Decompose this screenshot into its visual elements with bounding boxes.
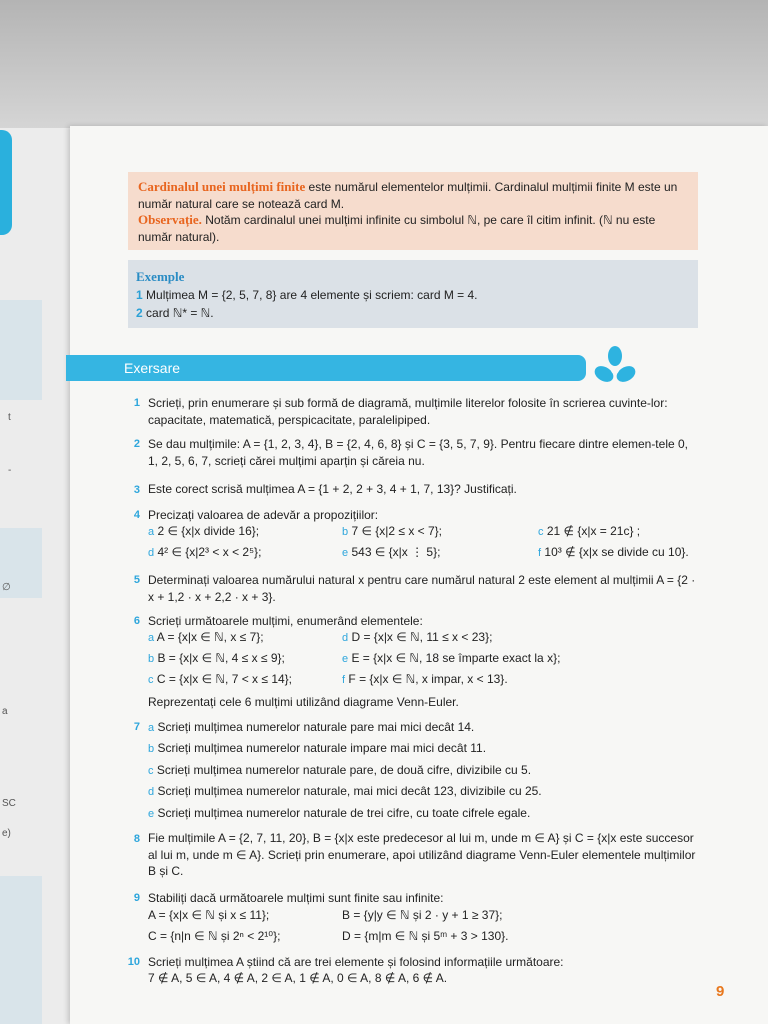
exercise-number: 7 — [133, 721, 140, 733]
section-title: Exersare — [124, 360, 181, 376]
trefoil-icon — [592, 346, 638, 388]
exercise-10-conditions: 7 ∉ A, 5 ∈ A, 4 ∉ A, 2 ∈ A, 1 ∉ A, 0 ∈ A, 8 ∉ A, 6 ∉ A. — [148, 971, 448, 985]
exercise-6-item — [148, 650, 285, 667]
exercise-9-text: Stabiliți dacă următoarele mulțimi sunt finite sau infinite: — [148, 891, 444, 905]
item-letter: f — [538, 547, 542, 559]
examples-title: Exemple — [136, 269, 185, 284]
exercise-number: 9 — [133, 892, 140, 904]
exercise-number: 2 — [133, 438, 140, 450]
item-letter: c — [148, 765, 154, 777]
item-letter: c — [148, 674, 154, 686]
observation-text: Notăm cardinalul unei mulțimi infinite cu simbolul ℕ, pe care îl citim infinit. (ℕ nu este număr natural). — [138, 213, 656, 244]
exercise-4-item — [148, 523, 259, 540]
exercise-number: 1 — [133, 397, 140, 409]
left-margin-mark: SC — [2, 798, 16, 809]
item-text: 543 ∈ {x|x ⋮ 5}; — [351, 545, 441, 559]
exercise-6-footer: Reprezentați cele 6 mulțimi utilizând diagrame Venn-Euler. — [148, 695, 459, 709]
item-letter: c — [538, 526, 544, 538]
item-letter: b — [148, 653, 155, 665]
observation-title: Observație. — [138, 212, 202, 227]
left-margin-mark: - — [8, 465, 12, 476]
example-item — [136, 286, 690, 304]
item-text: B = {x|x ∈ ℕ, 4 ≤ x ≤ 9}; — [157, 651, 285, 665]
exercise-4-item — [342, 544, 440, 561]
example-number: 2 — [136, 306, 143, 320]
exercise-6-item — [342, 671, 508, 688]
exercise-7-item — [148, 740, 486, 757]
definition-box — [128, 172, 698, 250]
item-text: F = {x|x ∈ ℕ, x impar, x < 13}. — [348, 672, 508, 686]
item-text: C = {x|x ∈ ℕ, 7 < x ≤ 14}; — [156, 672, 293, 686]
exercise-6-item — [342, 650, 560, 667]
item-text: 2 ∈ {x|x divide 16}; — [157, 524, 260, 538]
item-text: 10³ ∉ {x|x se divide cu 10}. — [544, 545, 689, 559]
item-text: 7 ∈ {x|2 ≤ x < 7}; — [351, 524, 443, 538]
item-letter: d — [342, 632, 349, 644]
left-margin-mark: t — [8, 412, 11, 423]
exercise-9-item: B = {y|y ∈ ℕ și 2 · y + 1 ≥ 37}; — [342, 908, 503, 922]
item-text: Scrieți mulțimea numerelor naturale de trei cifre, cu toate cifrele egale. — [157, 806, 531, 820]
item-text: Scrieți mulțimea numerelor naturale impare mai mici decât 11. — [157, 741, 487, 755]
section-header-band — [66, 355, 586, 381]
exercise-5-text: Determinați valoarea numărului natural x pentru care numărul natural 2 este element al mulțimii A = {2 · x + 1,2 · x + 2,2 · x + 3}. — [148, 573, 696, 604]
item-letter: f — [342, 674, 346, 686]
item-text: Scrieți mulțimea numerelor naturale pare, de două cifre, divizibile cu 5. — [156, 763, 532, 777]
exercise-number: 8 — [133, 833, 140, 845]
exercise-7-item — [148, 719, 474, 736]
item-letter: d — [148, 786, 155, 798]
item-letter: e — [342, 653, 349, 665]
exercise-number: 10 — [127, 956, 140, 968]
item-text: Scrieți mulțimea numerelor naturale, mai mici decât 123, divizibile cu 25. — [157, 784, 542, 798]
page-number: 9 — [716, 983, 725, 1000]
item-letter: a — [148, 632, 155, 644]
item-letter: a — [148, 722, 155, 734]
left-margin-mark: a — [2, 706, 8, 717]
exercise-1-text: Scrieți, prin enumerare și sub formă de diagramă, mulțimile literelor folosite în scrierea cuvinte-lor: capacitate, matematică, perspicacitate, paralelipiped. — [148, 396, 668, 427]
item-text: 21 ∉ {x|x = 21c} ; — [546, 524, 641, 538]
example-text: card ℕ* = ℕ. — [146, 306, 214, 320]
item-letter: a — [148, 526, 155, 538]
exercise-4-item — [342, 523, 442, 540]
exercise-4-item — [538, 523, 640, 540]
left-margin-mark: ∅ — [2, 582, 11, 593]
dark-top-strip — [0, 0, 768, 132]
exercise-6-item — [148, 671, 292, 688]
exercise-number: 5 — [133, 574, 140, 586]
example-number: 1 — [136, 288, 143, 302]
exercise-3-text: Este corect scrisă mulțimea A = {1 + 2, 2 + 3, 4 + 1, 7, 13}? Justificați. — [148, 482, 517, 496]
item-letter: e — [148, 808, 155, 820]
example-text: Mulțimea M = {2, 5, 7, 8} are 4 elemente și scriem: card M = 4. — [146, 288, 478, 302]
exercise-4-text: Precizați valoarea de adevăr a propozițiilor: — [148, 508, 379, 522]
examples-box — [128, 260, 698, 328]
left-page-panel — [0, 300, 42, 400]
exercise-2-text: Se dau mulțimile: A = {1, 2, 3, 4}, B = {2, 4, 6, 8} și C = {3, 5, 7, 9}. Pentru fiecare dintre elemen-tele 0, 1, 2, 5, 6, 7, scrieți cărei mulțimi aparțin și căreia nu. — [148, 437, 688, 468]
exercise-6-text: Scrieți următoarele mulțimi, enumerând elementele: — [148, 614, 423, 628]
exercise-7-item — [148, 783, 542, 800]
exercise-8-text: Fie mulțimile A = {2, 7, 11, 20}, B = {x|x este predecesor al lui m, unde m ∈ A} și C = {x|x este succesor al lui m, unde m ∈ A}. Scrieți prin enumerare, apoi utilizând diagrame Venn-Euler elementele mulțimilor B și C. — [148, 831, 696, 878]
example-item — [136, 304, 690, 322]
exercise-7-item — [148, 762, 531, 779]
exercise-9-item: A = {x|x ∈ ℕ și x ≤ 11}; — [148, 908, 270, 922]
item-letter: d — [148, 547, 155, 559]
item-text: Scrieți mulțimea numerelor naturale pare mai mici decât 14. — [157, 720, 475, 734]
exercise-6-item — [342, 629, 492, 646]
exercise-9-item: C = {n|n ∈ ℕ și 2ⁿ < 2¹⁰}; — [148, 929, 281, 943]
item-text: D = {x|x ∈ ℕ, 11 ≤ x < 23}; — [351, 630, 493, 644]
exercise-4-item — [148, 544, 261, 561]
exercise-10-text: Scrieți mulțimea A știind că are trei elemente și folosind informațiile următoare: — [148, 955, 564, 969]
left-margin-mark: e) — [2, 828, 11, 839]
item-text: 4² ∈ {x|2³ < x < 2⁵}; — [157, 545, 262, 559]
exercise-6-item — [148, 629, 264, 646]
item-letter: e — [342, 547, 349, 559]
left-page-panel — [0, 876, 42, 1024]
item-text: E = {x|x ∈ ℕ, 18 se împarte exact la x}; — [351, 651, 561, 665]
definition-text: este numărul elementelor mulțimii. Cardinalul mulțimii finite M este un număr natural care se notează card M. — [138, 180, 678, 211]
definition-term: Cardinalul unei mulțimi finite — [138, 179, 306, 194]
exercise-7-item — [148, 805, 530, 822]
exercise-number: 6 — [133, 615, 140, 627]
item-letter: b — [148, 743, 155, 755]
exercise-number: 3 — [133, 484, 140, 496]
exercise-number: 4 — [133, 509, 140, 521]
exercise-9-item: D = {m|m ∈ ℕ și 5ᵐ + 3 > 130}. — [342, 929, 509, 943]
item-letter: b — [342, 526, 349, 538]
exercise-4-item — [538, 544, 689, 561]
left-page-accent-tab — [0, 130, 12, 235]
item-text: A = {x|x ∈ ℕ, x ≤ 7}; — [156, 630, 264, 644]
